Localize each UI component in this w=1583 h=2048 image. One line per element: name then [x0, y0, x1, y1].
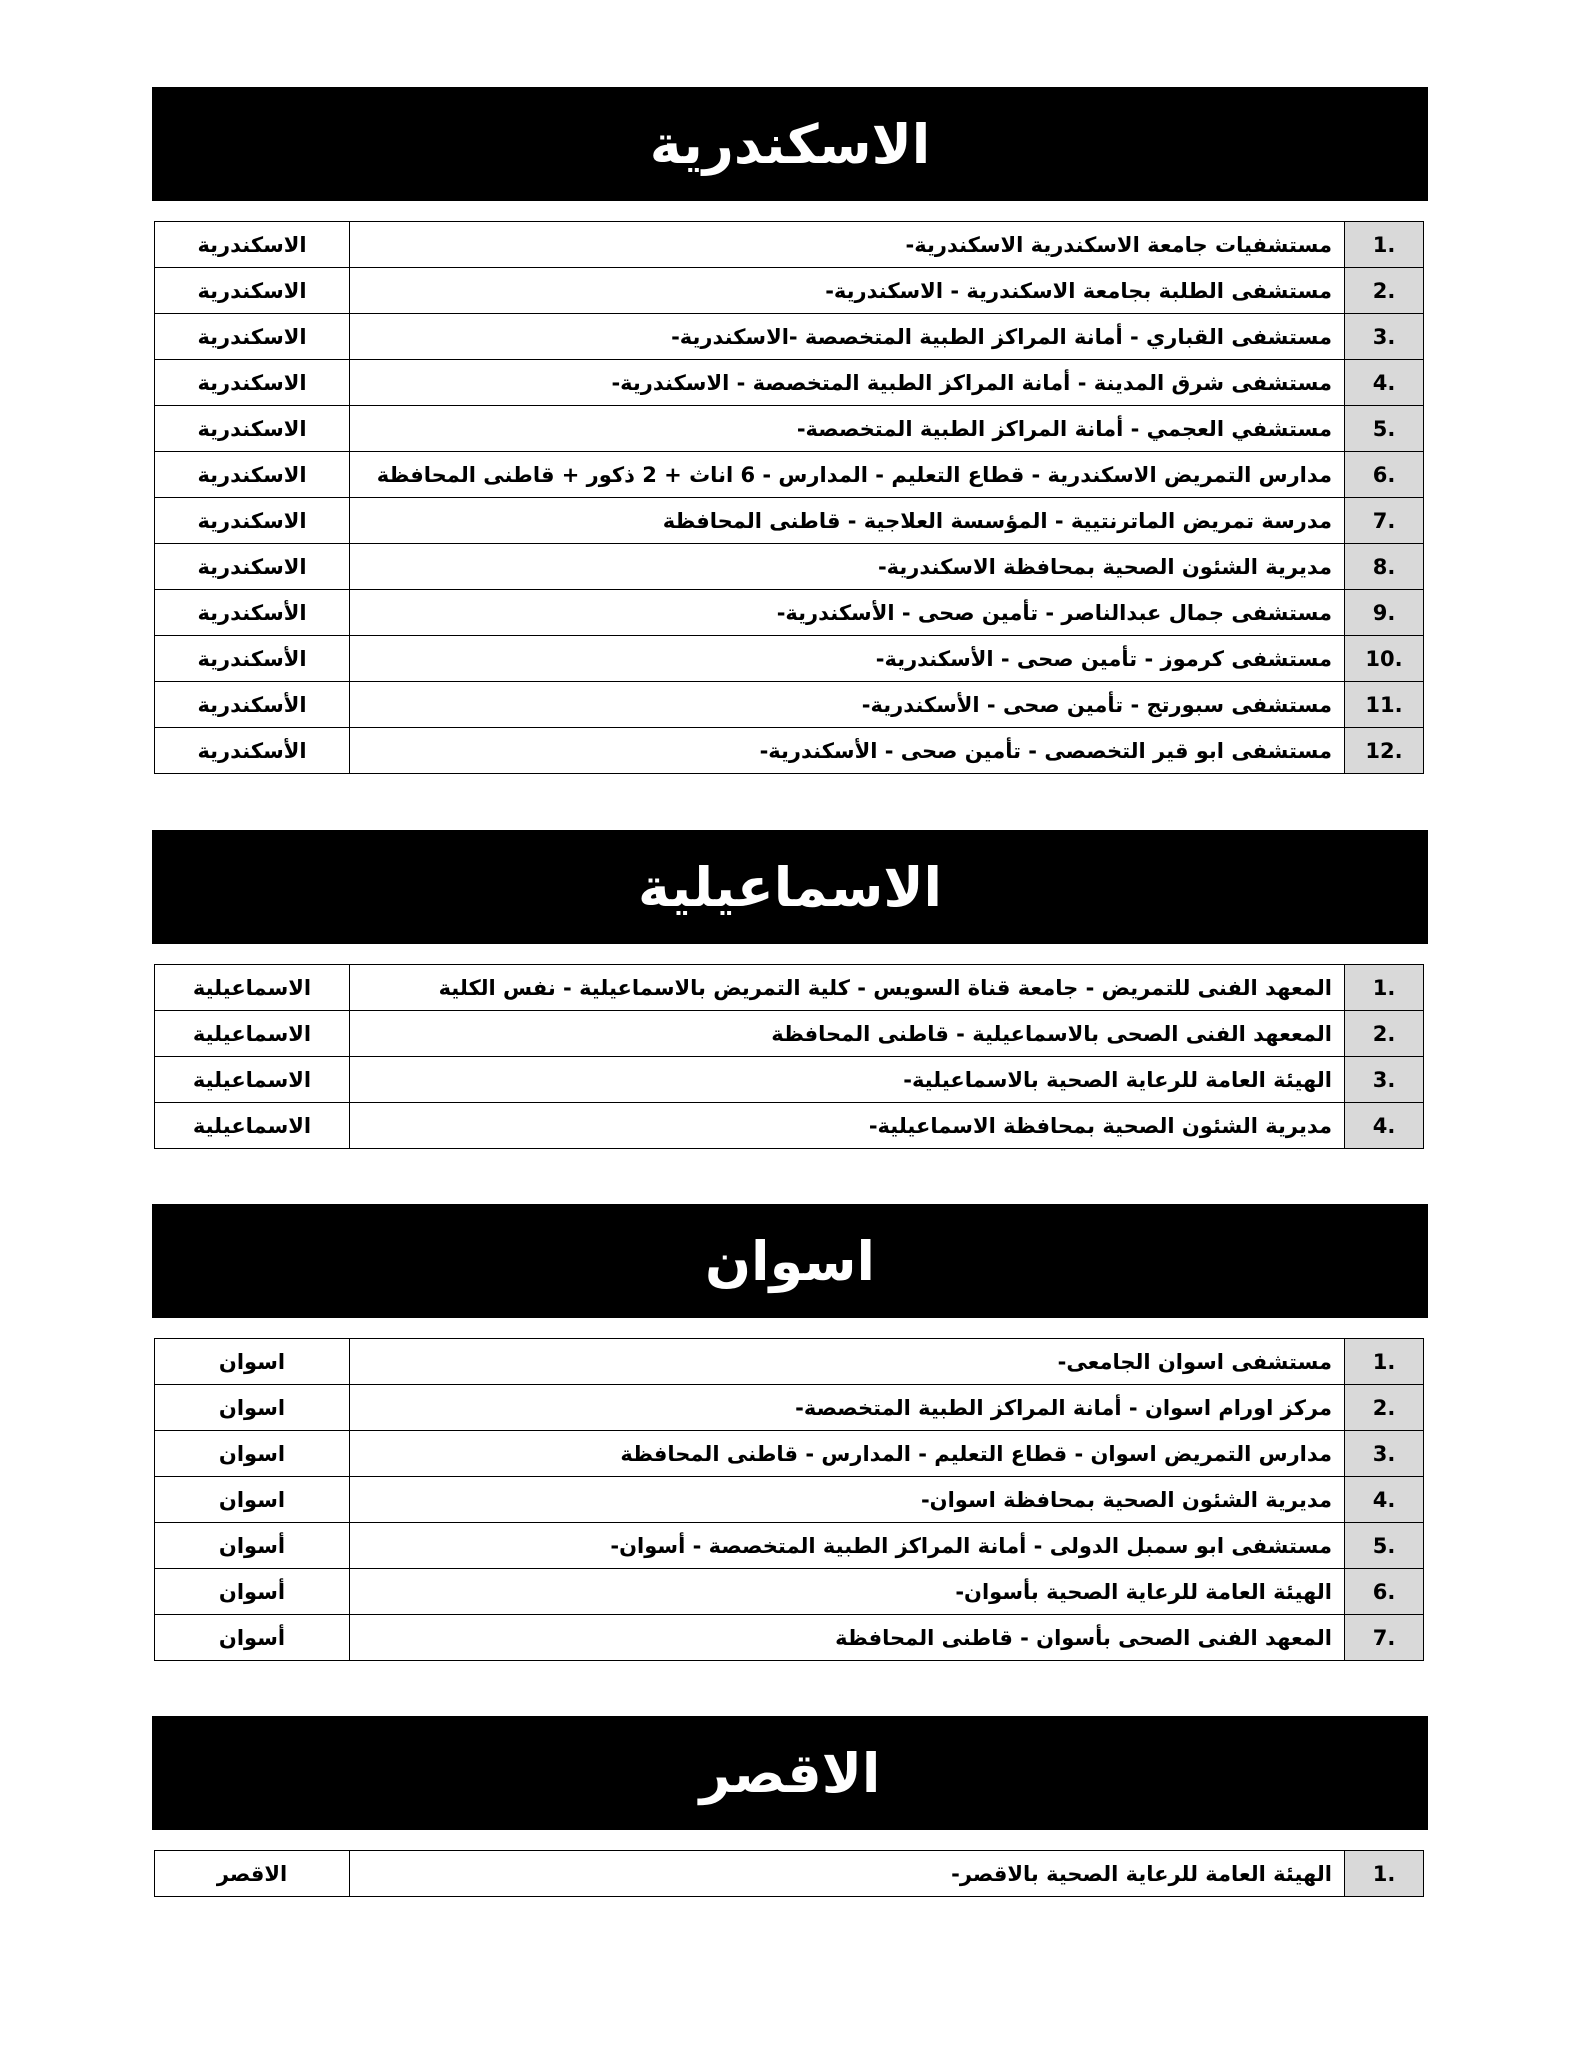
table-row — [155, 452, 1424, 498]
row-number: 7. — [1345, 1615, 1424, 1661]
table-row — [155, 682, 1424, 728]
facility-table — [154, 1850, 1424, 1897]
governorate: الاسكندرية — [155, 498, 350, 544]
facility-name: مستشفى ابو قير التخصصى - تأمين صحى - الأسكندرية- — [350, 728, 1345, 774]
row-number: 12. — [1345, 728, 1424, 774]
facility-name: مديرية الشئون الصحية بمحافظة الاسكندرية- — [350, 544, 1345, 590]
governorate: الاسكندرية — [155, 544, 350, 590]
table-row — [155, 1851, 1424, 1897]
facility-name: المععهد الفنى الصحى بالاسماعيلية - قاطنى المحافظة — [350, 1011, 1345, 1057]
table-row — [155, 222, 1424, 268]
table-row — [155, 728, 1424, 774]
table-row — [155, 1431, 1424, 1477]
row-number: 1. — [1345, 222, 1424, 268]
row-number: 2. — [1345, 1011, 1424, 1057]
governorate: الاسكندرية — [155, 222, 350, 268]
governorate: الأسكندرية — [155, 728, 350, 774]
facility-name: الهيئة العامة للرعاية الصحية بالاقصر- — [350, 1851, 1345, 1897]
table-row — [155, 1103, 1424, 1149]
facility-name: مستشفى اسوان الجامعى- — [350, 1339, 1345, 1385]
governorate: أسوان — [155, 1569, 350, 1615]
facility-name: مستشفى كرموز - تأمين صحى - الأسكندرية- — [350, 636, 1345, 682]
governorate: الأسكندرية — [155, 682, 350, 728]
table-row — [155, 1615, 1424, 1661]
row-number: 3. — [1345, 1431, 1424, 1477]
section-alexandria — [152, 87, 1428, 774]
row-number: 10. — [1345, 636, 1424, 682]
row-number: 2. — [1345, 268, 1424, 314]
row-number: 5. — [1345, 1523, 1424, 1569]
row-number: 7. — [1345, 498, 1424, 544]
row-number: 6. — [1345, 452, 1424, 498]
row-number: 11. — [1345, 682, 1424, 728]
facility-name: مدرسة تمريض الماترنتيية - المؤسسة العلاجية - قاطنى المحافظة — [350, 498, 1345, 544]
row-number: 9. — [1345, 590, 1424, 636]
table-row — [155, 636, 1424, 682]
table-row — [155, 1057, 1424, 1103]
facility-table — [154, 964, 1424, 1149]
governorate: الاسماعيلية — [155, 1011, 350, 1057]
governorate: الاسكندرية — [155, 268, 350, 314]
row-number: 1. — [1345, 1339, 1424, 1385]
row-number: 4. — [1345, 1103, 1424, 1149]
table-row — [155, 1011, 1424, 1057]
table-row — [155, 965, 1424, 1011]
section-title: الاسماعيلية — [152, 830, 1428, 944]
table-row — [155, 1477, 1424, 1523]
row-number: 2. — [1345, 1385, 1424, 1431]
governorate: اسوان — [155, 1477, 350, 1523]
facility-name: مستشفي العجمي - أمانة المراكز الطبية المتخصصة- — [350, 406, 1345, 452]
facility-name: المعهد الفنى الصحى بأسوان - قاطنى المحافظة — [350, 1615, 1345, 1661]
row-number: 6. — [1345, 1569, 1424, 1615]
facility-name: مستشفى جمال عبدالناصر - تأمين صحى - الأسكندرية- — [350, 590, 1345, 636]
row-number: 4. — [1345, 1477, 1424, 1523]
governorate: الاقصر — [155, 1851, 350, 1897]
facility-name: مركز اورام اسوان - أمانة المراكز الطبية المتخصصة- — [350, 1385, 1345, 1431]
row-number: 8. — [1345, 544, 1424, 590]
governorate: الاسماعيلية — [155, 1057, 350, 1103]
facility-name: مستشفى شرق المدينة - أمانة المراكز الطبية المتخصصة - الاسكندرية- — [350, 360, 1345, 406]
governorate: اسوان — [155, 1339, 350, 1385]
table-row — [155, 1339, 1424, 1385]
governorate: الاسكندرية — [155, 360, 350, 406]
table-row — [155, 498, 1424, 544]
governorate: الاسماعيلية — [155, 965, 350, 1011]
facility-name: مستشفى الطلبة بجامعة الاسكندرية - الاسكندرية- — [350, 268, 1345, 314]
facility-name: مدارس التمريض اسوان - قطاع التعليم - المدارس - قاطنى المحافظة — [350, 1431, 1345, 1477]
facility-name: مستشفيات جامعة الاسكندرية الاسكندرية- — [350, 222, 1345, 268]
table-row — [155, 406, 1424, 452]
table-row — [155, 268, 1424, 314]
facility-table — [154, 1338, 1424, 1661]
facility-name: الهيئة العامة للرعاية الصحية بالاسماعيلية- — [350, 1057, 1345, 1103]
governorate: الاسكندرية — [155, 452, 350, 498]
facility-table — [154, 221, 1424, 774]
table-row — [155, 314, 1424, 360]
governorate: اسوان — [155, 1431, 350, 1477]
facility-name: المعهد الفنى للتمريض - جامعة قناة السويس - كلية التمريض بالاسماعيلية - نفس الكلية — [350, 965, 1345, 1011]
facility-name: الهيئة العامة للرعاية الصحية بأسوان- — [350, 1569, 1345, 1615]
governorate: الأسكندرية — [155, 590, 350, 636]
governorate: الاسكندرية — [155, 406, 350, 452]
row-number: 1. — [1345, 1851, 1424, 1897]
section-ismailia — [152, 830, 1428, 1149]
section-title: الاقصر — [152, 1716, 1428, 1830]
table-row — [155, 360, 1424, 406]
governorate: الاسكندرية — [155, 314, 350, 360]
governorate: اسوان — [155, 1385, 350, 1431]
facility-name: مدارس التمريض الاسكندرية - قطاع التعليم - المدارس - 6 اناث + 2 ذكور + قاطنى المحافظة — [350, 452, 1345, 498]
section-aswan — [152, 1204, 1428, 1661]
facility-name: مديرية الشئون الصحية بمحافظة الاسماعيلية- — [350, 1103, 1345, 1149]
section-title: الاسكندرية — [152, 87, 1428, 201]
row-number: 1. — [1345, 965, 1424, 1011]
row-number: 3. — [1345, 314, 1424, 360]
row-number: 4. — [1345, 360, 1424, 406]
governorate: أسوان — [155, 1523, 350, 1569]
table-row — [155, 1385, 1424, 1431]
facility-name: مستشفى سبورتج - تأمين صحى - الأسكندرية- — [350, 682, 1345, 728]
row-number: 5. — [1345, 406, 1424, 452]
section-luxor — [152, 1716, 1428, 1897]
table-row — [155, 590, 1424, 636]
governorate: الأسكندرية — [155, 636, 350, 682]
facility-name: مستشفى ابو سمبل الدولى - أمانة المراكز الطبية المتخصصة - أسوان- — [350, 1523, 1345, 1569]
table-row — [155, 1523, 1424, 1569]
table-row — [155, 1569, 1424, 1615]
table-row — [155, 544, 1424, 590]
section-title: اسوان — [152, 1204, 1428, 1318]
facility-name: مستشفى القباري - أمانة المراكز الطبية المتخصصة -الاسكندرية- — [350, 314, 1345, 360]
facility-name: مديرية الشئون الصحية بمحافظة اسوان- — [350, 1477, 1345, 1523]
governorate: الاسماعيلية — [155, 1103, 350, 1149]
governorate: أسوان — [155, 1615, 350, 1661]
row-number: 3. — [1345, 1057, 1424, 1103]
